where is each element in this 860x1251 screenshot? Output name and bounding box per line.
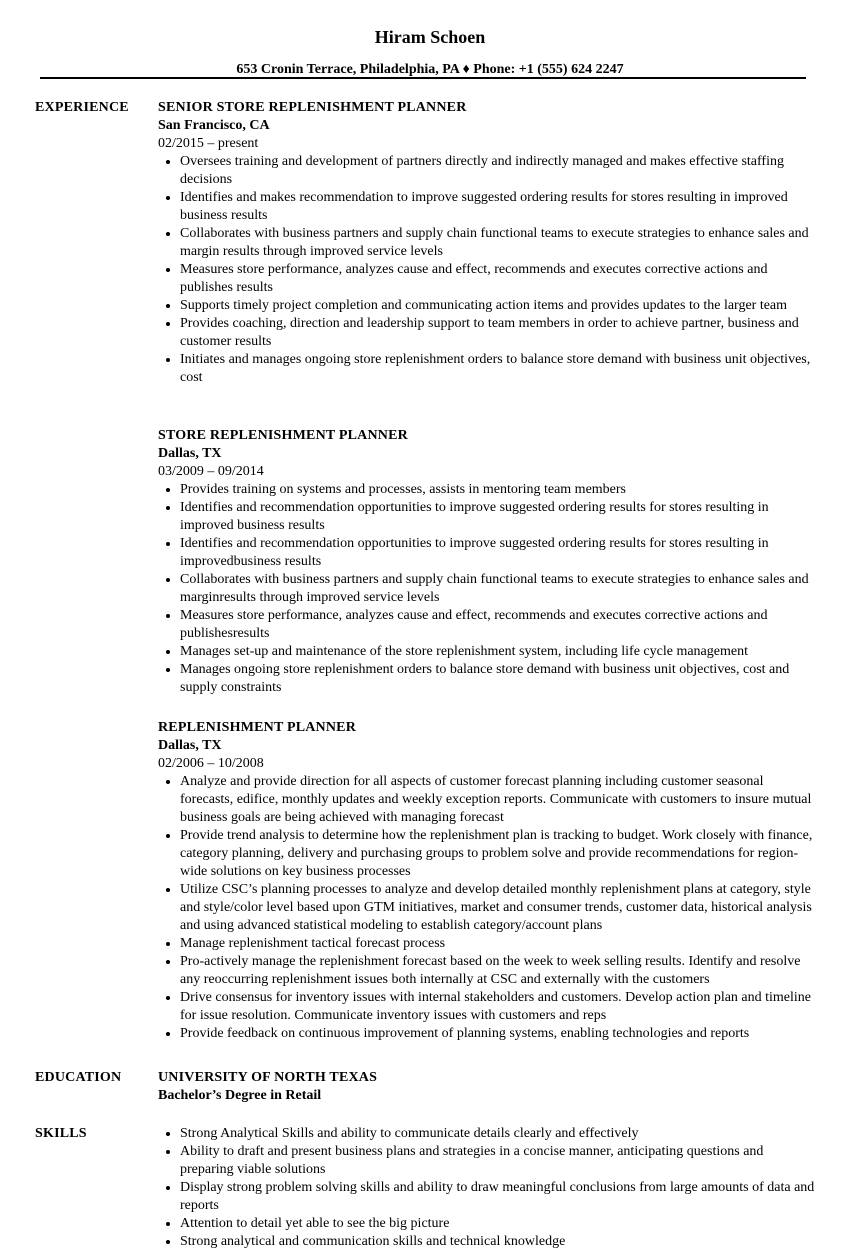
job-bullet: • Identifies and makes recommendation to improve suggested ordering results for stores resulting in improved business results (180, 189, 818, 225)
job-bullet: • Manage replenishment tactical forecast process (180, 935, 818, 953)
job-bullet-list (158, 153, 818, 387)
job-title: SENIOR STORE REPLENISHMENT PLANNER (158, 100, 467, 115)
job-bullet: • Identifies and recommendation opportunities to improve suggested ordering results for stores resulting in improvedbusiness results (180, 535, 818, 571)
skills-heading: SKILLS (35, 1126, 87, 1141)
candidate-name: Hiram Schoen (374, 27, 486, 47)
job-bullet: • Initiates and manages ongoing store replenishment orders to balance store demand with business unit objectives, cost (180, 351, 818, 387)
skill-bullet: • Strong Analytical Skills and ability to communicate details clearly and effectively (180, 1125, 818, 1143)
job-location: Dallas, TX (158, 446, 222, 461)
job-entry (158, 719, 818, 1043)
skill-bullet: • Strong analytical and communication skills and technical knowledge (180, 1233, 818, 1251)
job-title: STORE REPLENISHMENT PLANNER (158, 428, 408, 443)
job-bullet: • Supports timely project completion and communicating action items and provides updates to the larger team (180, 297, 818, 315)
resume-header (0, 0, 860, 79)
job-bullet: • Provide feedback on continuous improvement of planning systems, enabling technologies and reports (180, 1025, 818, 1043)
education-school: UNIVERSITY OF NORTH TEXAS (158, 1070, 378, 1085)
header-divider (40, 77, 806, 79)
job-location: San Francisco, CA (158, 118, 270, 133)
education-degree: Bachelor’s Degree in Retail (158, 1088, 322, 1103)
contact-line: 653 Cronin Terrace, Philadelphia, PA ♦ Phone: +1 (555) 624 2247 (236, 62, 624, 77)
skill-bullet: • Display strong problem solving skills and ability to draw meaningful conclusions from large amounts of data and reports (180, 1179, 818, 1215)
job-entry (158, 427, 818, 697)
job-bullet: • Analyze and provide direction for all aspects of customer forecast planning including customer seasonal forecasts, edifice, monthly updates and weekly exception reports. Communicate with customers to insure mutual business goals are being achieved with managing forecast (180, 773, 818, 827)
job-entry (158, 99, 818, 387)
job-bullet: • Measures store performance, analyzes cause and effect, recommends and executes corrective actions and publishes results (180, 261, 818, 297)
education-heading: EDUCATION (35, 1070, 122, 1085)
skills-bullet-list (158, 1125, 818, 1251)
job-bullet: • Provides training on systems and processes, assists in mentoring team members (180, 481, 818, 499)
job-bullet: • Collaborates with business partners and supply chain functional teams to execute strategies to enhance sales and margin results through improved service levels (180, 225, 818, 261)
job-bullet: • Measures store performance, analyzes cause and effect, recommends and executes corrective actions and publishesresults (180, 607, 818, 643)
job-bullet: • Drive consensus for inventory issues with internal stakeholders and customers. Develop action plan and timeline for issue resolution. Communicate inventory issues with customers and reps (180, 989, 818, 1025)
skills-body (158, 1125, 818, 1251)
skill-bullet: • Ability to draft and present business plans and strategies in a concise manner, anticipating questions and preparing viable solutions (180, 1143, 818, 1179)
job-bullet-list (158, 481, 818, 697)
job-bullet: • Collaborates with business partners and supply chain functional teams to execute strategies to enhance sales and marginresults through improved service levels (180, 571, 818, 607)
education-body (158, 1069, 818, 1105)
job-dates: 02/2006 – 10/2008 (158, 756, 264, 771)
job-bullet: • Provides coaching, direction and leadership support to team members in order to achieve partner, business and customer results (180, 315, 818, 351)
job-bullet: • Oversees training and development of partners directly and indirectly managed and makes effective staffing decisions (180, 153, 818, 189)
job-bullet: • Provide trend analysis to determine how the replenishment plan is tracking to budget. Work closely with finance, category planning, delivery and purchasing groups to problem solve and provide recommendations for region-wide solutions on key business processes (180, 827, 818, 881)
job-bullet: • Utilize CSC’s planning processes to analyze and develop detailed monthly replenishment plans at category, style and style/color level based upon GTM initiatives, market and consumer trends, customer data, historical analysis and using advanced statistical modeling to establish category/account plans (180, 881, 818, 935)
job-dates: 02/2015 – present (158, 136, 259, 151)
job-bullet-list (158, 773, 818, 1043)
skill-bullet: • Attention to detail yet able to see the big picture (180, 1215, 818, 1233)
job-location: Dallas, TX (158, 738, 222, 753)
job-bullet: • Manages set-up and maintenance of the store replenishment system, including life cycle management (180, 643, 818, 661)
job-title: REPLENISHMENT PLANNER (158, 720, 357, 735)
job-bullet: • Pro-actively manage the replenishment forecast based on the week to week selling results. Identify and resolve any reoccurring replenishment issues both internally at CSC and externally with the customers (180, 953, 818, 989)
job-dates: 03/2009 – 09/2014 (158, 464, 264, 479)
job-bullet: • Identifies and recommendation opportunities to improve suggested ordering results for stores resulting in improved business results (180, 499, 818, 535)
experience-heading: EXPERIENCE (35, 100, 129, 115)
job-bullet: • Manages ongoing store replenishment orders to balance store demand with business unit objectives, cost and supply constraints (180, 661, 818, 697)
